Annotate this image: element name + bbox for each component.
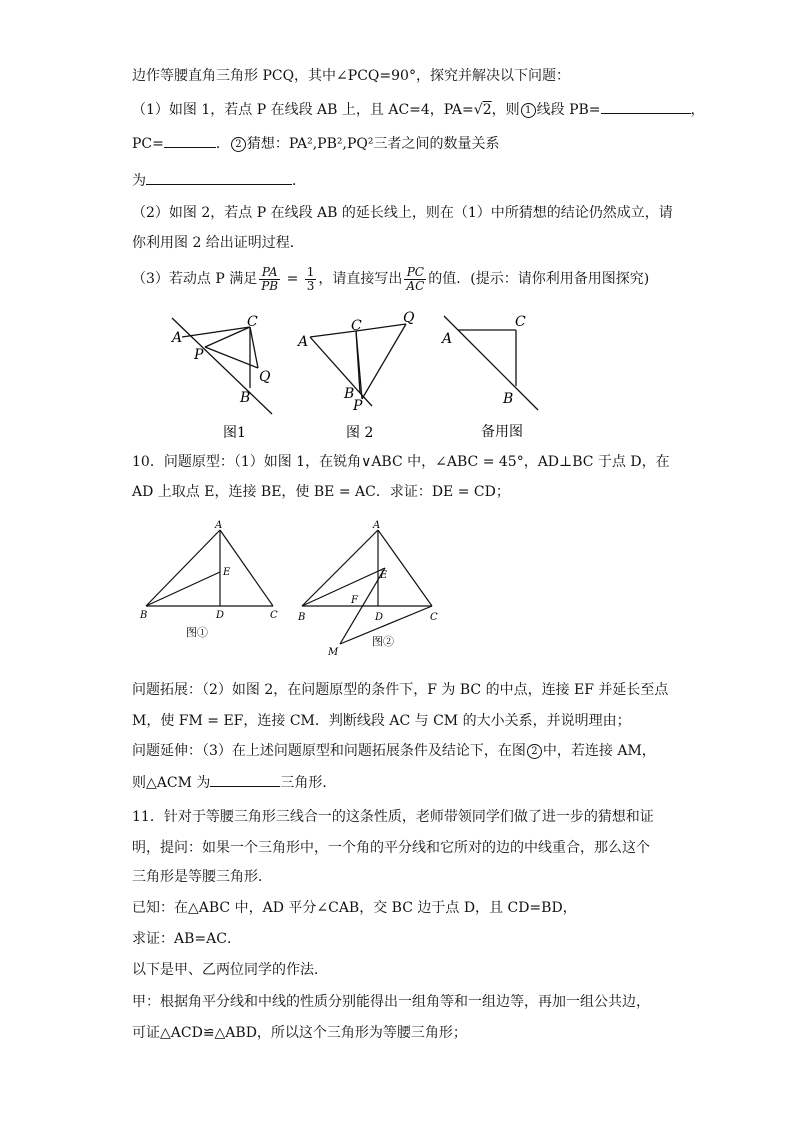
q10-line6-text-a: 则△ACM 为 bbox=[132, 775, 211, 791]
q9-wei: 为 bbox=[132, 173, 146, 189]
q9-part2-line1: （2）如图 2，若点 P 在线段 AB 的延长线上，则在（1）中所猜想的结论仍然成立，请 bbox=[132, 205, 673, 221]
segment-ab bbox=[146, 530, 220, 606]
label-q: Q bbox=[403, 310, 415, 326]
label-e: E bbox=[223, 567, 231, 578]
q10-line2: AD 上取点 E，连接 BE，使 BE = AC．求证：DE = CD； bbox=[132, 484, 510, 500]
q10-figure-2 bbox=[294, 518, 454, 660]
segment-ab bbox=[310, 337, 360, 393]
answer-blank-triangle-type[interactable] bbox=[210, 772, 280, 787]
sqrt-radicand: 2 bbox=[482, 102, 492, 118]
caption-fig2: 图② bbox=[372, 635, 394, 648]
label-b: B bbox=[240, 390, 251, 406]
q9-part2-line2: 你利用图 2 给出证明过程． bbox=[132, 235, 304, 251]
answer-blank-pb[interactable] bbox=[601, 99, 691, 114]
q10-line6-text-b: 三角形． bbox=[280, 775, 337, 791]
caption-fig1: 图① bbox=[186, 626, 208, 639]
q11-prove: 求证：AB=AC． bbox=[132, 931, 241, 947]
label-b: B bbox=[503, 391, 514, 407]
segment-be bbox=[146, 572, 220, 606]
label-c: C bbox=[515, 314, 526, 330]
q11-jia-line2: 可证△ACD≌△ABD，所以这个三角形为等腰三角形； bbox=[132, 1025, 467, 1041]
q9-part3-line bbox=[132, 264, 649, 294]
q9-guess-text: 猜想：PA²,PB²,PQ²三者之间的数量关系 bbox=[246, 136, 500, 152]
q11-given: 已知：在△ABC 中，AD 平分∠CAB，交 BC 边于点 D，且 CD=BD， bbox=[132, 900, 577, 916]
segment-cq bbox=[250, 327, 258, 368]
label-p: P bbox=[353, 398, 363, 414]
fraction-pa-pb: $\frac{PA}{PB}$ bbox=[261, 264, 279, 293]
q9-period: ． bbox=[215, 136, 230, 152]
label-d: D bbox=[216, 610, 225, 621]
q11-line3: 三角形是等腰三角形． bbox=[132, 869, 272, 885]
label-a: A bbox=[373, 520, 381, 531]
segment-ab bbox=[302, 530, 378, 606]
circled-number-2: 2 bbox=[231, 137, 246, 152]
label-p: P bbox=[194, 347, 204, 363]
q10-line1: 10．问题原型：（1）如图 1，在锐角∨ABC 中，∠ABC = 45°，AD⊥BC 于点 D，在 bbox=[132, 454, 670, 470]
q9-part1-text-d: ， bbox=[690, 102, 705, 118]
q11-line2: 明，提问：如果一个三角形中，一个角的平分线和它所对的边的中线重合，那么这个 bbox=[132, 840, 650, 856]
q10-line6 bbox=[132, 772, 336, 793]
q9-part1-text-b: ，则 bbox=[491, 102, 520, 118]
segment-qp bbox=[362, 324, 406, 399]
label-m: M bbox=[328, 647, 339, 658]
label-c: C bbox=[247, 314, 258, 330]
caption-backup: 备用图 bbox=[481, 424, 523, 440]
q9-part1-line3 bbox=[132, 170, 306, 191]
label-c: C bbox=[351, 318, 362, 334]
label-c: C bbox=[430, 612, 438, 623]
equals-sign: = bbox=[282, 271, 303, 287]
q9-part3-text-a: （3）若动点 P 满足 bbox=[132, 271, 258, 287]
caption-fig2: 图 2 bbox=[346, 425, 374, 441]
label-a: A bbox=[298, 334, 309, 350]
segment-ac bbox=[310, 331, 356, 337]
q9-part3-text-c: 的值．(提示：请你利用备用图探究) bbox=[428, 271, 650, 287]
label-b: B bbox=[140, 610, 148, 621]
q9-part3-text-b: ，请直接写出 bbox=[318, 271, 403, 287]
q10-line5-text-b: 中，若连接 AM， bbox=[542, 743, 656, 759]
q9-period-2: ． bbox=[292, 173, 306, 189]
q11-line6: 以下是甲、乙两位同学的作法． bbox=[132, 962, 328, 978]
q10-line3: 问题拓展：（2）如图 2，在问题原型的条件下，F 为 BC 的中点，连接 EF 并延长至点 bbox=[132, 682, 669, 698]
circled-number-2: 2 bbox=[527, 744, 542, 759]
label-q: Q bbox=[259, 369, 271, 385]
q9-intro: 边作等腰直角三角形 PCQ，其中∠PCQ=90°，探究并解决以下问题： bbox=[132, 68, 570, 84]
q10-line5 bbox=[132, 741, 656, 761]
q9-part1-line bbox=[132, 99, 705, 120]
label-c: C bbox=[270, 610, 278, 621]
label-b: B bbox=[298, 612, 306, 623]
label-e: E bbox=[380, 570, 388, 581]
circled-number-1: 1 bbox=[521, 103, 536, 118]
q9-part1-text-c: 线段 PB= bbox=[536, 102, 601, 118]
label-a: A bbox=[442, 331, 453, 347]
segment-cq bbox=[356, 324, 406, 331]
q11-line1: 11．针对于等腰三角形三线合一的这条性质，老师带领同学们做了进一步的猜想和证 bbox=[132, 809, 654, 825]
label-a: A bbox=[172, 330, 183, 346]
q10-line4: M，使 FM = EF，连接 CM．判断线段 AC 与 CM 的大小关系，并说明理由； bbox=[132, 713, 631, 729]
q10-figure-1 bbox=[138, 518, 288, 643]
fraction-pc-ac: $\frac{PC}{AC}$ bbox=[406, 264, 425, 293]
q9-figure-1 bbox=[160, 306, 290, 441]
q9-part1-text-a: （1）如图 1，若点 P 在线段 AB 上，且 AC=4，PA= bbox=[132, 102, 474, 118]
label-a: A bbox=[215, 520, 223, 531]
label-d: D bbox=[375, 612, 384, 623]
answer-blank-pc[interactable] bbox=[164, 133, 216, 148]
sqrt-symbol: √ bbox=[473, 102, 483, 118]
label-b: B bbox=[344, 386, 355, 402]
label-f: F bbox=[351, 595, 358, 606]
q9-pc-label: PC= bbox=[132, 136, 164, 152]
answer-blank-relation[interactable] bbox=[146, 170, 292, 185]
q9-part1-line2 bbox=[132, 133, 499, 154]
q11-jia-line1: 甲：根据角平分线和中线的性质分别能得出一组角等和一组边等，再加一组公共边， bbox=[132, 994, 650, 1010]
q9-figure-backup bbox=[430, 306, 560, 441]
fraction-one-third: $\frac{1}{3}$ bbox=[306, 264, 315, 293]
q9-figure-2 bbox=[296, 306, 431, 441]
q10-line5-text-a: 问题延伸：（3）在上述问题原型和问题拓展条件及结论下，在图 bbox=[132, 743, 526, 759]
segment-ac bbox=[378, 530, 432, 606]
segment-be bbox=[302, 568, 385, 606]
caption-fig1: 图1 bbox=[223, 425, 246, 441]
